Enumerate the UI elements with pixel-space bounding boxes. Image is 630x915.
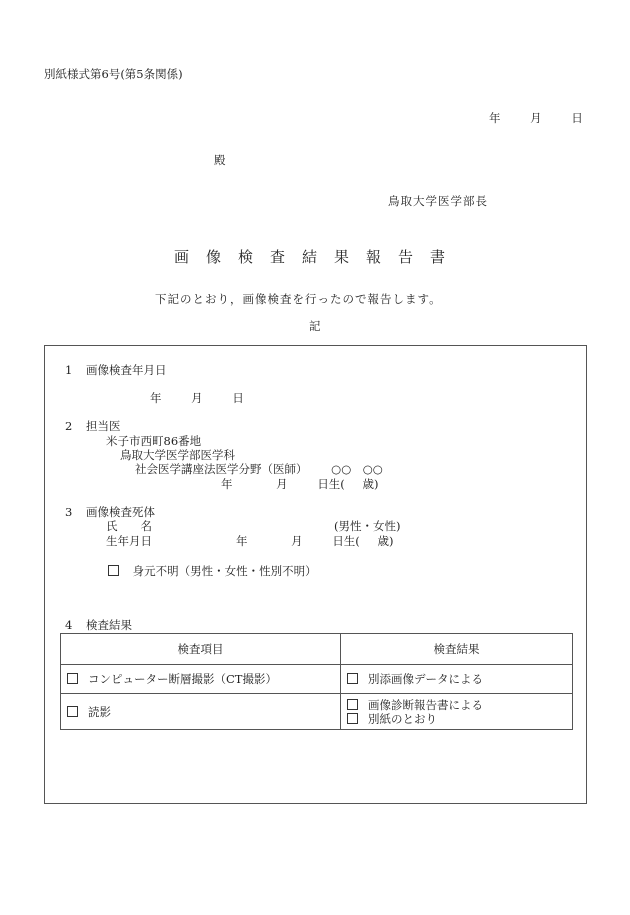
attached-sheet-checkbox[interactable]	[347, 713, 358, 724]
subject-dob-label: 生年月日	[106, 534, 152, 548]
image-data-checkbox[interactable]	[347, 673, 358, 684]
identity-unknown-label: 身元不明（男性・女性・性別不明）	[132, 564, 317, 578]
exam-year-label: 年	[150, 391, 162, 405]
issuer: 鳥取大学医学部長	[388, 194, 488, 208]
section-number: 1	[65, 363, 73, 377]
table-row	[61, 694, 573, 730]
ki-label: 記	[309, 319, 321, 333]
doctor-division: 社会医学講座法医学分野（医師）	[135, 462, 308, 476]
section-2-heading	[65, 418, 120, 434]
result-diagnosis-report: 画像診断報告書による	[368, 697, 483, 712]
section-title: 検査結果	[85, 618, 132, 632]
doctor-address: 米子市西町86番地	[106, 434, 202, 448]
results-table	[60, 633, 573, 730]
subject-dob-month: 月	[291, 534, 303, 548]
exam-date	[150, 390, 244, 406]
subject-dob	[236, 533, 393, 549]
doctor-division-line	[135, 461, 383, 477]
section-number: 4	[65, 618, 73, 632]
subject-age: 歳)	[377, 534, 394, 548]
doctor-name: ○○ ○○	[331, 462, 383, 476]
result-line	[347, 698, 566, 712]
subject-sex-options: (男性・女性)	[334, 519, 401, 533]
exam-month-label: 月	[191, 391, 203, 405]
form-number: 別紙様式第6号(第5条関係)	[44, 67, 183, 81]
reading-checkbox[interactable]	[67, 706, 78, 717]
date-year-label: 年	[489, 111, 501, 125]
result-attached-sheet: 別紙のとおり	[368, 711, 437, 726]
identity-unknown-row	[108, 563, 317, 579]
section-number: 2	[65, 419, 73, 433]
result-line	[347, 712, 566, 726]
exam-item-cell	[61, 694, 341, 730]
subject-dob-year: 年	[236, 534, 248, 548]
subject-name-label: 氏 名	[106, 519, 152, 533]
section-1-heading	[65, 362, 166, 378]
table-row	[61, 665, 573, 694]
date-month-label: 月	[530, 111, 542, 125]
exam-day-label: 日	[232, 391, 244, 405]
exam-result-cell	[341, 694, 573, 730]
identity-unknown-checkbox[interactable]	[108, 565, 119, 576]
doctor-dob	[221, 476, 378, 492]
column-header-result: 検査結果	[341, 634, 573, 665]
section-title: 画像検査死体	[85, 505, 155, 519]
page-title: 画像検査結果報告書	[174, 248, 463, 266]
doctor-age: 歳)	[362, 477, 379, 491]
doctor-department: 鳥取大学医学部医学科	[120, 448, 235, 462]
date-header	[489, 110, 583, 126]
section-title: 画像検査年月日	[85, 363, 167, 377]
section-number: 3	[65, 505, 73, 519]
doctor-dob-day: 日生(	[317, 477, 345, 491]
doctor-dob-year: 年	[221, 477, 233, 491]
section-4-heading	[65, 617, 132, 633]
exam-item-ct: コンピューター断層撮影（CT撮影）	[88, 672, 277, 686]
intro-text: 下記のとおり，画像検査を行ったので報告します。	[155, 292, 442, 306]
date-day-label: 日	[571, 111, 583, 125]
doctor-dob-month: 月	[276, 477, 288, 491]
exam-result-cell	[341, 665, 573, 694]
exam-item-reading: 読影	[88, 704, 111, 719]
subject-dob-day: 日生(	[332, 534, 360, 548]
ct-checkbox[interactable]	[67, 673, 78, 684]
column-header-item: 検査項目	[61, 634, 341, 665]
addressee-suffix: 殿	[214, 153, 226, 167]
result-image-data: 別添画像データによる	[368, 672, 483, 686]
exam-item-cell	[61, 665, 341, 694]
diagnosis-report-checkbox[interactable]	[347, 699, 358, 710]
section-title: 担当医	[85, 419, 121, 433]
